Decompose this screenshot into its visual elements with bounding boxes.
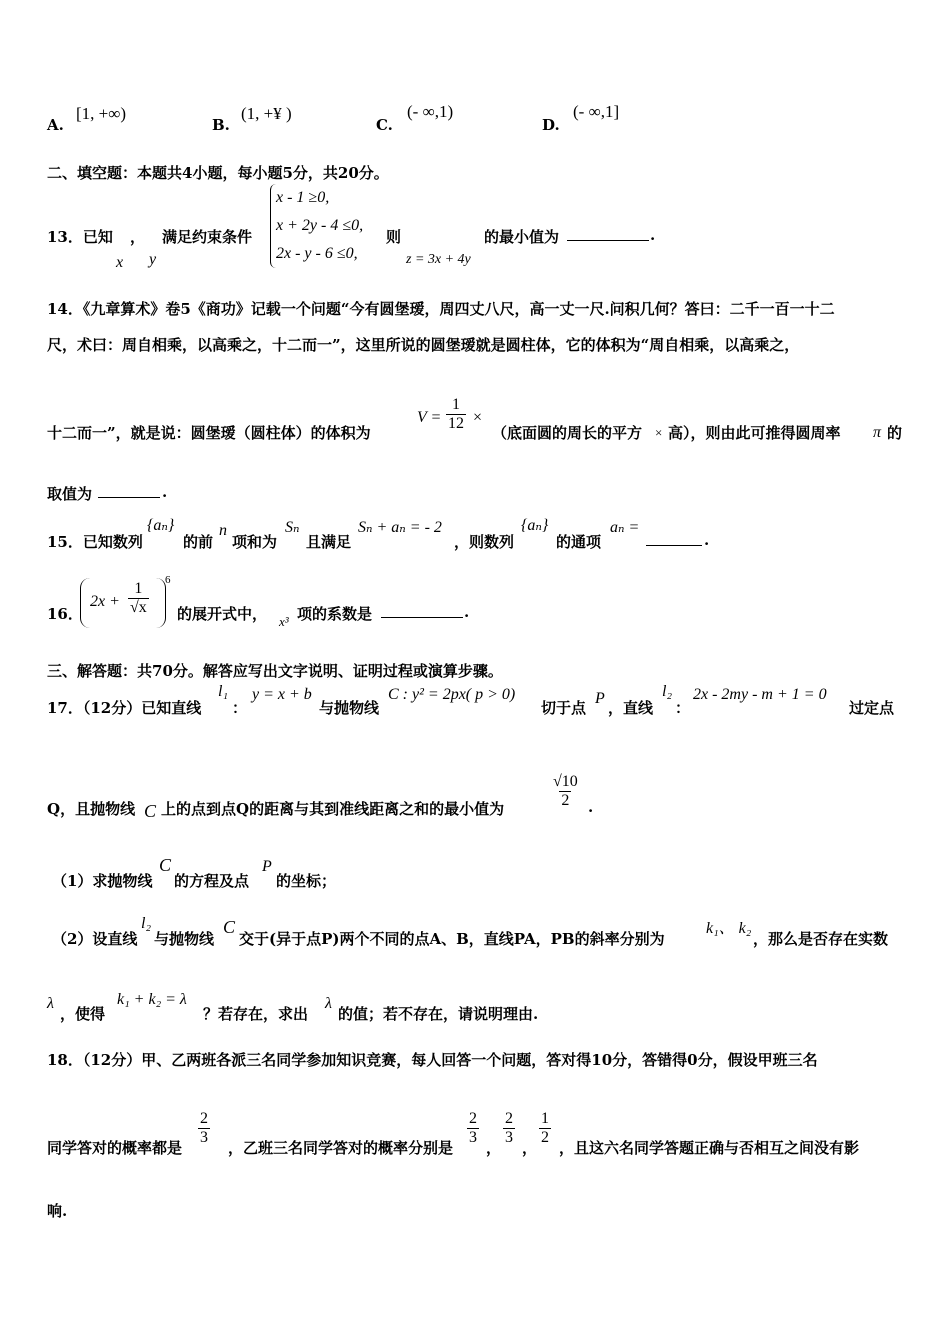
q16-text-2: 项的系数是: [297, 605, 373, 623]
q13-suffix: 的最小值为: [484, 228, 560, 246]
q18-prob-b3-num: 1: [541, 1110, 549, 1127]
q17-sum-equation: k₁ + k₂ = λ: [117, 991, 187, 1008]
q13-prefix: 13．已知: [47, 228, 113, 246]
q17-text-4: 过定点: [849, 699, 895, 717]
q15-an: aₙ =: [610, 519, 640, 536]
option-a-label: A.: [47, 116, 64, 134]
q15-text-4: ，则数列: [454, 533, 515, 551]
q17-part-2-c: C: [223, 917, 236, 937]
q17-part-2-l2: l₂: [141, 915, 152, 932]
q17-part-2-c-text: 交于(异于点P)两个不同的点A、B，直线PA，PB的斜率分别为: [239, 930, 665, 948]
q17-min-numerator: √10: [553, 773, 578, 790]
q15-sn: Sₙ: [285, 519, 300, 536]
q18-line-2-a: 同学答对的概率都是: [47, 1139, 183, 1157]
q17-text-2: 切于点: [541, 699, 587, 717]
q14-volume-fraction: [446, 396, 466, 433]
q17-part-3-b: ？若存在，求出: [203, 1005, 309, 1023]
q14-line-3-d: 的: [887, 424, 903, 442]
q13-var-y: y: [149, 251, 157, 268]
q18-prob-b1-num: 2: [469, 1110, 477, 1127]
q14-times-1: ×: [473, 409, 483, 426]
q16-power: 6: [165, 574, 171, 586]
q13-answer-blank: [567, 228, 649, 241]
q14-fraction-denominator: 12: [448, 415, 464, 432]
q14-pi: π: [873, 424, 882, 441]
q16-x-cubed: x³: [279, 614, 289, 629]
option-b-value: (1, +¥ ): [241, 104, 292, 123]
q14-volume-lhs: V =: [417, 409, 442, 426]
q17-l1: l₁: [218, 683, 229, 700]
q17-prefix: 17．（12分）已知直线: [47, 699, 202, 717]
q18-comma-2: ，: [522, 1139, 538, 1157]
q18-prob-class-a: [198, 1110, 210, 1147]
q14-line-3-b: （底面圆的周长的平方: [492, 424, 643, 442]
q16-expr: 2x +: [90, 593, 120, 610]
q17-part-1-c: C: [159, 855, 172, 875]
q17-part-3-a: ，使得: [60, 1005, 106, 1023]
q17-line-2-a: Q，且抛物线: [47, 800, 136, 818]
q17-parabola: C : y² = 2px( p > 0): [388, 686, 516, 703]
q18-prob-a-num: 2: [200, 1110, 208, 1127]
q16-prefix: 16．: [47, 605, 83, 623]
q15-text-1: 的前: [183, 533, 214, 551]
q18-line-2-c: ，且这六名同学答题正确与否相互之间没有影: [559, 1139, 860, 1157]
q17-curve-c: C: [144, 801, 157, 821]
q13-mid: 满足约束条件: [162, 228, 253, 246]
option-d-value: (- ∞,1]: [573, 102, 620, 121]
q14-line-1: 14．《九章算术》卷5《商功》记载一个问题“今有圆堡瑷，周四丈八尺，高一丈一尺.问积几何？答曰：二千一百一十二: [47, 300, 835, 318]
q17-l2: l₂: [662, 683, 673, 700]
q17-line-2-b: 上的点到点Q的距离与其到准线距离之和的最小值为: [161, 800, 505, 818]
q14-line-3-a: 十二而一”，就是说：圆堡瑷（圆柱体）的体积为: [47, 424, 371, 442]
q17-part-1-a: （1）求抛物线: [52, 872, 153, 890]
option-c-value: (- ∞,1): [407, 102, 454, 121]
q17-text-1: 与抛物线: [319, 699, 380, 717]
q13-constraint-1: x - 1 ≥0,: [276, 189, 330, 206]
q16-answer-blank: [381, 605, 463, 618]
q17-text-3: ，直线: [608, 699, 654, 717]
q13-comma: ，: [130, 228, 146, 246]
q17-part-2-a: （2）设直线: [52, 930, 138, 948]
q17-point-p: P: [595, 690, 605, 707]
q13-var-x: x: [116, 254, 124, 271]
q16-end: .: [464, 603, 470, 621]
q15-end: .: [704, 531, 710, 549]
option-c-label: C.: [376, 116, 393, 134]
q17-part-2-d: ，那么是否存在实数: [753, 930, 889, 948]
q18-prob-b2: [503, 1110, 515, 1147]
q17-part-1-c-text: 的坐标；: [276, 872, 337, 890]
q14-line-2: 尺，术曰：周自相乘，以高乘之，十二而一”，这里所说的圆堡瑷就是圆柱体，它的体积为“周自相乘，以高乘之，: [47, 336, 800, 354]
q15-n: n: [219, 522, 227, 539]
q15-sequence: {aₙ}: [147, 517, 175, 534]
section-heading-fill-in: 二、填空题：本题共4小题，每小题5分，共20分。: [47, 164, 389, 182]
q17-lambda-2: λ: [325, 995, 332, 1012]
q14-fraction-numerator: 1: [452, 396, 460, 413]
q17-colon: ：: [232, 699, 248, 717]
q18-prob-b1: [467, 1110, 479, 1147]
q17-slopes: k₁、 k₂: [706, 920, 752, 937]
q17-part-1-p: P: [262, 858, 272, 875]
q14-line-4: 取值为: [47, 485, 93, 503]
option-a-value: [1, +∞): [76, 104, 127, 123]
q18-comma-1: ，: [486, 1139, 502, 1157]
q16-fraction-denominator: √x: [130, 599, 147, 616]
q16-fraction-numerator: 1: [134, 580, 143, 597]
q16-fraction: [128, 580, 149, 617]
q17-colon-2: ：: [675, 699, 691, 717]
q17-line-equation: y = x + b: [252, 686, 312, 703]
q15-text-3: 且满足: [306, 533, 352, 551]
q18-prob-b2-num: 2: [505, 1110, 513, 1127]
q17-min-value: [551, 773, 580, 810]
q17-min-denominator: 2: [561, 792, 570, 809]
option-b-label: B.: [212, 116, 230, 134]
q16-text-1: 的展开式中，: [177, 605, 268, 623]
q18-prob-a-den: 3: [200, 1129, 208, 1146]
q15-prefix: 15．已知数列: [47, 533, 143, 551]
q15-text-5: 的通项: [556, 533, 602, 551]
q17-part-1-b: 的方程及点: [174, 872, 250, 890]
q13-constraint-system: [270, 184, 363, 268]
q14-end: .: [162, 483, 168, 501]
q13-constraint-2: x + 2y - 4 ≤0,: [276, 217, 364, 234]
q14-times-2: ×: [655, 425, 663, 440]
q15-condition: Sₙ + aₙ = - 2: [358, 519, 442, 536]
q18-prob-b2-den: 3: [505, 1129, 513, 1146]
q13-end: .: [650, 226, 656, 244]
q18-prob-b3-den: 2: [541, 1129, 549, 1146]
q17-l2-equation: 2x - 2my - m + 1 = 0: [693, 686, 827, 703]
q13-objective: z = 3x + 4y: [406, 252, 471, 267]
q14-answer-blank: [98, 485, 160, 498]
q18-prob-b3: [539, 1110, 551, 1147]
q17-lambda: λ: [47, 995, 54, 1012]
q13-constraint-3: 2x - y - 6 ≤0,: [276, 245, 358, 262]
q18-line-2-b: ，乙班三名同学答对的概率分别是: [228, 1139, 454, 1157]
q18-line-3: 响.: [47, 1202, 68, 1220]
q15-answer-blank: [646, 533, 702, 546]
option-d-label: D.: [542, 116, 560, 134]
section-heading-answers: 三、解答题：共70分。解答应写出文字说明、证明过程或演算步骤。: [47, 662, 503, 680]
q13-then: 则: [386, 228, 402, 246]
q18-line-1: 18．（12分）甲、乙两班各派三名同学参加知识竞赛，每人回答一个问题，答对得10分，答错得0分，假设甲班三名: [47, 1051, 818, 1069]
q17-part-2-b: 与抛物线: [154, 930, 215, 948]
q18-prob-b1-den: 3: [469, 1129, 477, 1146]
q17-part-3-c: 的值；若不存在，请说明理由.: [338, 1005, 539, 1023]
q17-end: .: [588, 798, 594, 816]
q15-sequence-2: {aₙ}: [521, 517, 549, 534]
q15-text-2: 项和为: [232, 533, 278, 551]
q14-line-3-c: 高），则由此可推得圆周率: [668, 424, 841, 442]
